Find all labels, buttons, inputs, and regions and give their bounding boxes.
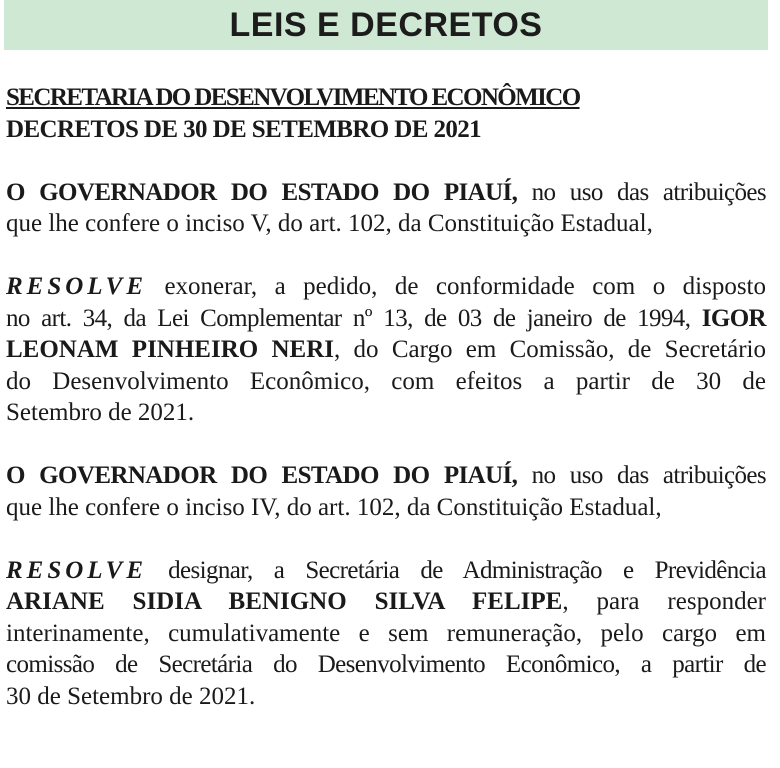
spacer bbox=[6, 145, 766, 177]
resolve-1-line-2 bbox=[6, 303, 766, 335]
secretaria-heading: SECRETARIA DO DESENVOLVIMENTO ECONÔMICO bbox=[6, 84, 580, 111]
resolve-2-name: ARIANE SIDIA BENIGNO SILVA FELIPE bbox=[6, 588, 563, 615]
resolve-2-line-2-rest: , para responder bbox=[562, 588, 767, 615]
resolve-2-line-1 bbox=[6, 555, 766, 587]
decretos-heading: DECRETOS DE 30 DE SETEMBRO DE 2021 bbox=[6, 115, 482, 143]
governor-2-line-1-rest: no uso das atribuições bbox=[517, 462, 766, 489]
governor-1-title: O GOVERNADOR DO ESTADO DO PIAUÍ, bbox=[6, 178, 518, 206]
resolve-1-line-2-start: no art. 34, da Lei Complementar nº 13, de 03 de janeiro de 1994, bbox=[6, 304, 702, 332]
paragraph-governor-1 bbox=[6, 177, 766, 240]
resolve-2-line-4: comissão de Secretária do Desenvolvimento Econômico, a partir de bbox=[6, 651, 766, 678]
paragraph-governor-2 bbox=[6, 460, 766, 523]
resolve-2-line-2 bbox=[6, 586, 766, 618]
governor-2-line-2: que lhe confere o inciso IV, do art. 102, da Constituição Estadual, bbox=[6, 493, 662, 521]
governor-2-line-1 bbox=[6, 460, 766, 492]
resolve-1-line-3 bbox=[6, 334, 766, 366]
resolve-1-line-1-rest: exonerar, a pedido, de conformidade com o disposto bbox=[147, 273, 766, 300]
resolve-1-name-part-2: LEONAM PINHEIRO NERI bbox=[6, 336, 335, 363]
spacer bbox=[6, 240, 766, 272]
resolve-1-line-4: do Desenvolvimento Econômico, com efeitos a partir de 30 de bbox=[6, 367, 766, 395]
section-header-bar bbox=[4, 0, 768, 50]
resolve-2-keyword: RESOLVE bbox=[6, 556, 148, 584]
paragraph-resolve-2 bbox=[6, 555, 766, 713]
resolve-2-line-3: interinamente, cumulativamente e sem remuneração, pelo cargo em bbox=[6, 619, 766, 647]
resolve-1-line-1 bbox=[6, 271, 766, 303]
document-body bbox=[6, 82, 766, 712]
governor-2-title: O GOVERNADOR DO ESTADO DO PIAUÍ, bbox=[6, 462, 518, 489]
resolve-1-line-3-rest: , do Cargo em Comissão, de Secretário bbox=[334, 336, 767, 363]
resolve-2-line-5: 30 de Setembro de 2021. bbox=[6, 682, 256, 710]
resolve-1-keyword: RESOLVE bbox=[6, 273, 148, 300]
governor-1-line-2: que lhe confere o inciso V, do art. 102, da Constituição Estadual, bbox=[6, 210, 653, 237]
resolve-2-line-1-rest: designar, a Secretária de Administração e Previdência bbox=[147, 556, 766, 584]
governor-1-line-1-rest: no uso das atribuições bbox=[517, 178, 766, 206]
resolve-1-name-part-1: IGOR bbox=[701, 304, 766, 332]
resolve-1-line-5: Setembro de 2021. bbox=[6, 399, 195, 426]
paragraph-resolve-1 bbox=[6, 271, 766, 429]
spacer bbox=[6, 429, 766, 461]
governor-1-line-1 bbox=[6, 177, 766, 209]
section-title: LEIS E DECRETOS bbox=[229, 5, 543, 44]
spacer bbox=[6, 523, 766, 555]
